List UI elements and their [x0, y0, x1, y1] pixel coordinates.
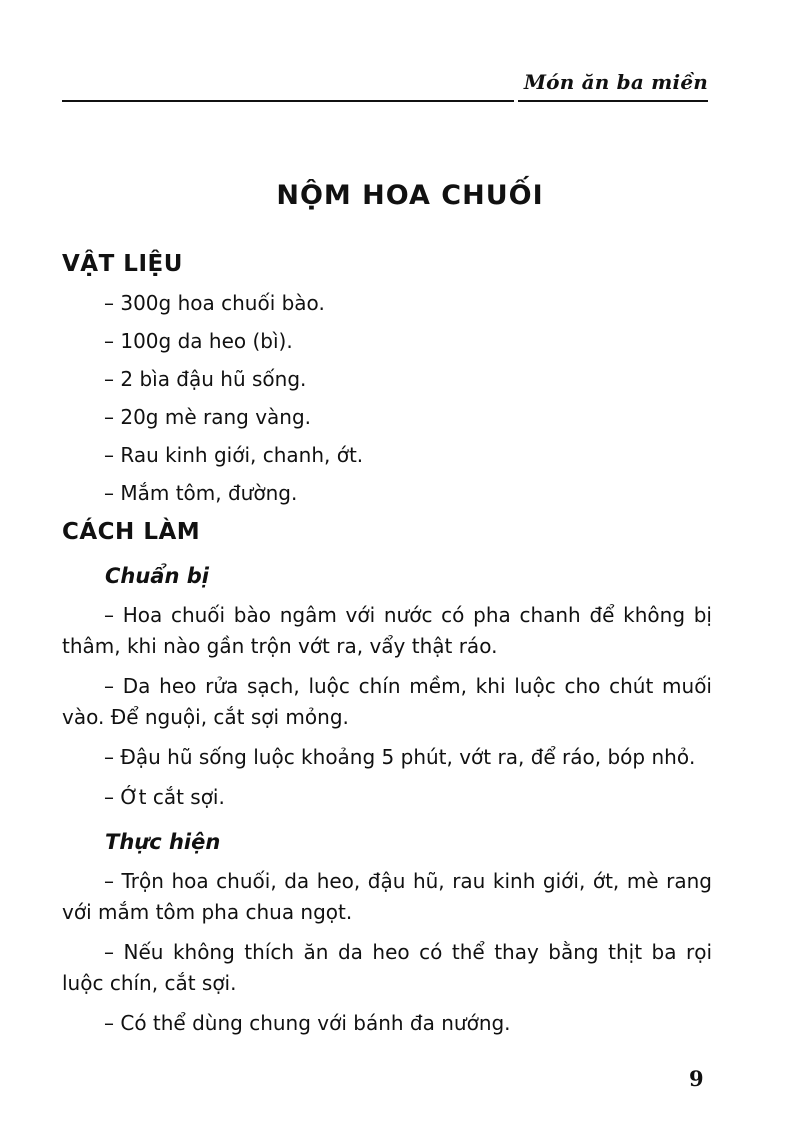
execution-step: – Nếu không thích ăn da heo có thể thay bằng thịt ba rọi luộc chín, cắt sợi.: [62, 940, 712, 995]
header-rule: [518, 100, 708, 102]
preparation-step: – Đậu hũ sống luộc khoảng 5 phút, vớt ra, để ráo, bóp nhỏ.: [104, 745, 696, 769]
ingredient-item: – Mắm tôm, đường.: [104, 481, 298, 505]
header-rule: [62, 100, 514, 102]
preparation-step: – Ớt cắt sợi.: [104, 785, 225, 809]
preparation-heading: Chuẩn bị: [105, 564, 209, 588]
recipe-body: [62, 244, 712, 1048]
running-header: [62, 66, 708, 102]
execution-heading: Thực hiện: [105, 830, 221, 854]
preparation-step: – Hoa chuối bào ngâm với nước có pha chanh để không bị thâm, khi nào gần trộn vớt ra, vẩy thật ráo.: [62, 603, 712, 658]
ingredient-item: – 300g hoa chuối bào.: [104, 291, 325, 315]
ingredients-list: [62, 284, 712, 512]
page-number: 9: [689, 1066, 704, 1091]
ingredients-heading: VẬT LIỆU: [62, 251, 183, 277]
ingredient-item: – Rau kinh giới, chanh, ớt.: [104, 443, 364, 467]
execution-step: – Trộn hoa chuối, da heo, đậu hũ, rau kinh giới, ớt, mè rang với mắm tôm pha chua ngọt.: [62, 869, 712, 924]
book-title: Món ăn ba miền: [523, 70, 708, 94]
ingredient-item: – 100g da heo (bì).: [104, 329, 293, 353]
preparation-step: – Da heo rửa sạch, luộc chín mềm, khi luộc cho chút muối vào. Để nguội, cắt sợi mỏng.: [62, 674, 712, 729]
ingredient-item: – 20g mè rang vàng.: [104, 405, 312, 429]
ingredient-item: – 2 bìa đậu hũ sống.: [104, 367, 307, 391]
execution-step: – Có thể dùng chung với bánh đa nướng.: [104, 1011, 511, 1035]
method-heading: CÁCH LÀM: [62, 519, 201, 545]
recipe-title: NỘM HOA CHUỐI: [276, 180, 544, 211]
